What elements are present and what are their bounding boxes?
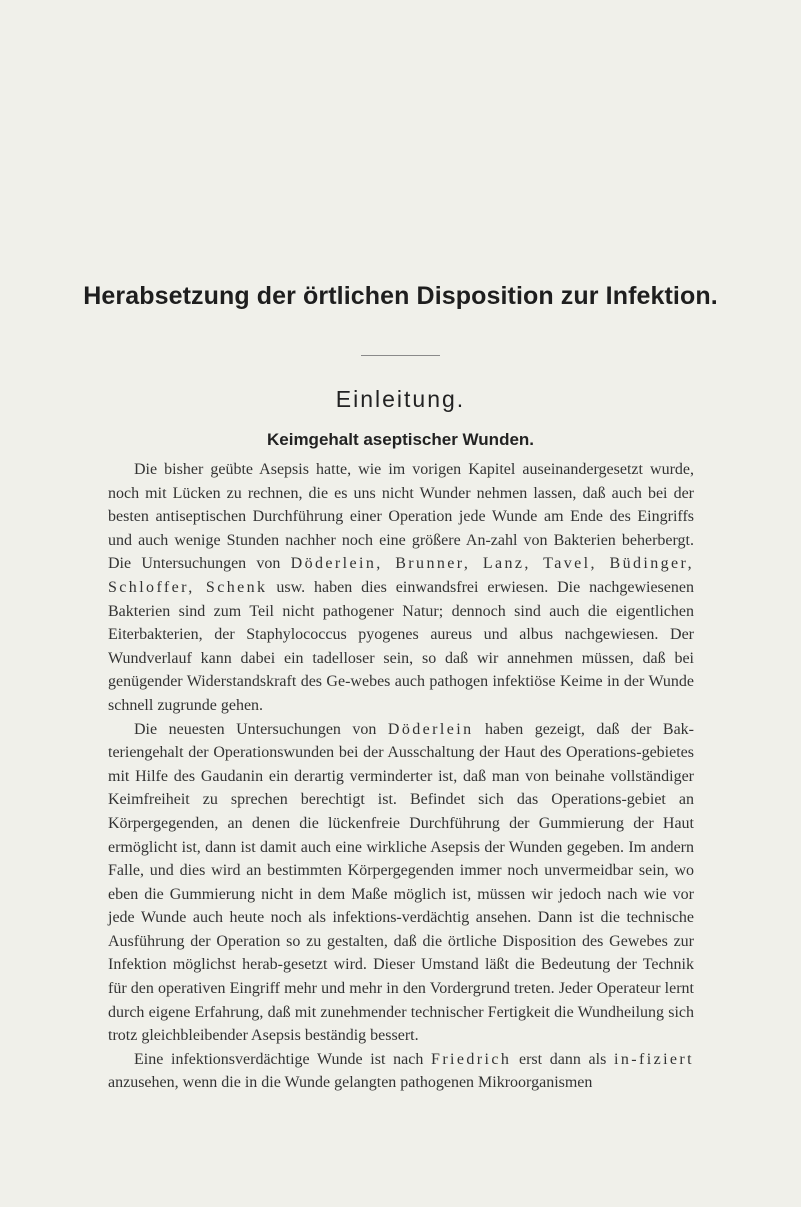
- divider-rule: [361, 355, 440, 356]
- paragraph-text: usw. haben dies einwandsfrei erwiesen. Die nachgewiesenen Bakterien sind zum Teil nicht pathogener Natur; dennoch sind auch die eigentlichen Eiterbakterien, der Staphylococcus pyogenes aureus und albus nachgewiesen. Der Wundverlauf kann dabei ein tadelloser sein, so daß wir annehmen müssen, daß bei genügender Widerstandskraft des Ge-webes auch pathogen infektiöse Keime in der Wunde schnell zugrunde gehen.: [108, 578, 694, 714]
- author-name: Friedrich: [431, 1050, 512, 1068]
- emphasized-term: in-fiziert: [614, 1050, 694, 1068]
- subheading: Keimgehalt aseptischer Wunden.: [266, 430, 535, 449]
- author-name: Döderlein: [387, 720, 474, 738]
- section-heading: Einleitung.: [335, 386, 466, 412]
- body-text: [108, 458, 694, 1095]
- paragraph-1: [108, 458, 694, 718]
- paragraph-text: Die bisher geübte Asepsis hatte, wie im vorigen Kapitel auseinandergesetzt wurde, noch mit Lücken zu rechnen, die es uns nicht Wunder nehmen lassen, daß auch bei der besten antiseptischen Durchführung einer Operation jede Wunde am Ende des Eingriffs und auch wenige Stunden nachher noch eine größere An-zahl von Bakterien beherbergt. Die Untersuchungen von: [108, 461, 694, 573]
- paragraph-text: Die neuesten Untersuchungen von: [134, 720, 388, 738]
- paragraph-text: erst dann als: [511, 1050, 615, 1068]
- paragraph-3: [108, 1048, 694, 1095]
- author-names: Döderlein, Brunner, Lanz, Tavel, Büdinger, Schloffer, Schenk: [108, 555, 694, 596]
- paragraph-2: [108, 718, 694, 1048]
- page-title: Herabsetzung der örtlichen Disposition zur Infektion.: [83, 282, 718, 310]
- paragraph-text: anzusehen, wenn die in die Wunde gelangten pathogenen Mikroorganismen: [108, 1074, 593, 1092]
- paragraph-text: haben gezeigt, daß der Bak-teriengehalt der Operationswunden bei der Ausschaltung der Haut des Operations-gebietes mit Hilfe des Gaudanin ein derartig verminderter ist, daß man von beinahe vollständiger Keimfreiheit zu sprechen berechtigt ist. Befindet sich das Operations-gebiet an Körpergegenden, an denen die lückenfreie Durchführung der Gummierung der Haut ermöglicht ist, dann ist damit auch eine wirkliche Asepsis der Wunden gegeben. Im andern Falle, und dies wird an bestimmten Körpergegenden immer noch unvermeidbar sein, wo eben die Gummierung nicht in dem Maße möglich ist, müssen wir jedoch nach wie vor jede Wunde auch heute noch als infektions-verdächtig ansehen. Dann ist die technische Ausführung der Operation so zu gestalten, daß die örtliche Disposition des Gewebes zur Infektion möglichst herab-gesetzt wird. Dieser Umstand läßt die Bedeutung der Technik für den operativen Eingriff mehr und mehr in den Vordergrund treten. Jeder Operateur lernt durch eigene Erfahrung, daß mit zunehmender technischer Fertigkeit die Wundheilung sich trotz gleichbleibender Asepsis beständig bessert.: [108, 720, 695, 1045]
- paragraph-text: Eine infektionsverdächtige Wunde ist nach: [134, 1050, 432, 1068]
